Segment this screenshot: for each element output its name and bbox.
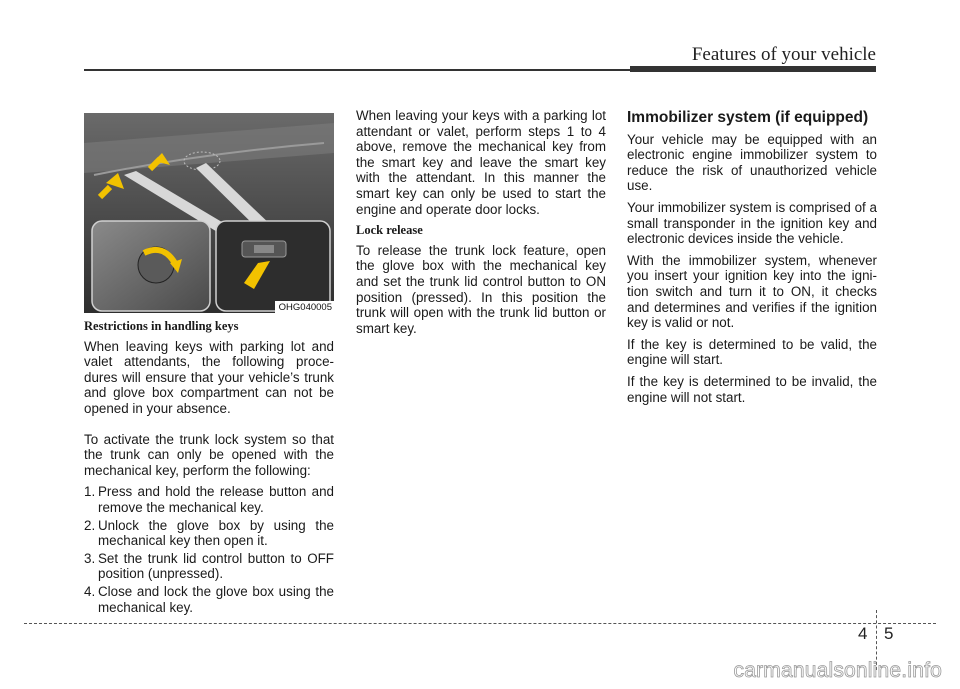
restrictions-paragraph: When leaving keys with parking lot and valet attendants, the following proce-dures will ensure that your vehicle’s trunk and glove box compartment can not be opened in your absence. — [84, 338, 334, 416]
header-bar — [630, 66, 876, 72]
watermark: carmanualsonline.info — [733, 659, 942, 682]
step-text: Press and hold the release button and remove the mechanical key. — [98, 484, 334, 515]
lock-release-paragraph: To release the trunk lock feature, open the glove box with the mechanical key and set the trunk lid control button to ON position (pressed). In this position the trunk will open with the trunk lid button or smart key. — [356, 242, 606, 336]
glove-box-illustration — [84, 113, 334, 313]
immobilizer-paragraph: If the key is determined to be invalid, the engine will not start. — [627, 373, 877, 405]
restrictions-heading: Restrictions in handling keys — [84, 319, 239, 333]
step-text: Set the trunk lid control button to OFF position (unpressed). — [98, 550, 334, 582]
step-text: Unlock the glove box by using the mechanical key then open it. — [98, 517, 334, 549]
list-item — [84, 484, 334, 515]
valet-paragraph: When leaving your keys with a parking lot attendant or valet, perform steps 1 to 4 above, remove the mechanical key from the smart key and leave the smart key with the attendant. In this manner the smart key can only be used to start the engine and operate door locks. — [356, 108, 606, 217]
page-number: 5 — [884, 624, 894, 643]
footer-rule — [24, 623, 936, 624]
figure-code: OHG040005 — [275, 301, 334, 313]
step-number: 3. — [84, 550, 96, 566]
list-item — [84, 518, 334, 549]
step-text: Close and lock the glove box using the mechanical key. — [98, 583, 334, 615]
immobilizer-paragraph: If the key is determined to be valid, the engine will start. — [627, 336, 877, 368]
list-item — [84, 584, 334, 615]
immobilizer-paragraph: With the immobilizer system, whenever you insert your ignition key into the igni-tion switch and turn it to ON, it checks and determines and verifies if the ignition key is valid or not. — [627, 252, 877, 331]
column-middle — [356, 108, 606, 342]
list-item — [84, 551, 334, 582]
glove-box-figure — [84, 113, 334, 313]
step-number: 2. — [84, 517, 96, 533]
steps-list — [84, 484, 334, 615]
page-header-title: Features of your vehicle — [691, 44, 876, 65]
immobilizer-paragraph: Your vehicle may be equipped with an electronic engine immobilizer system to reduce the risk of unauthorized vehicle use. — [627, 131, 877, 194]
step-number: 1. — [84, 484, 96, 500]
chapter-number: 4 — [858, 624, 868, 643]
column-right — [627, 108, 877, 411]
activate-paragraph: To activate the trunk lock system so that the trunk can only be opened with the mechanical key, perform the following: — [84, 431, 334, 478]
step-number: 4. — [84, 583, 96, 599]
lock-release-heading: Lock release — [356, 223, 423, 238]
immobilizer-paragraph: Your immobilizer system is comprised of a small transponder in the ignition key and electronic devices inside the vehicle. — [627, 199, 877, 247]
immobilizer-heading: Immobilizer system (if equipped) — [627, 109, 869, 126]
column-left — [84, 108, 334, 617]
